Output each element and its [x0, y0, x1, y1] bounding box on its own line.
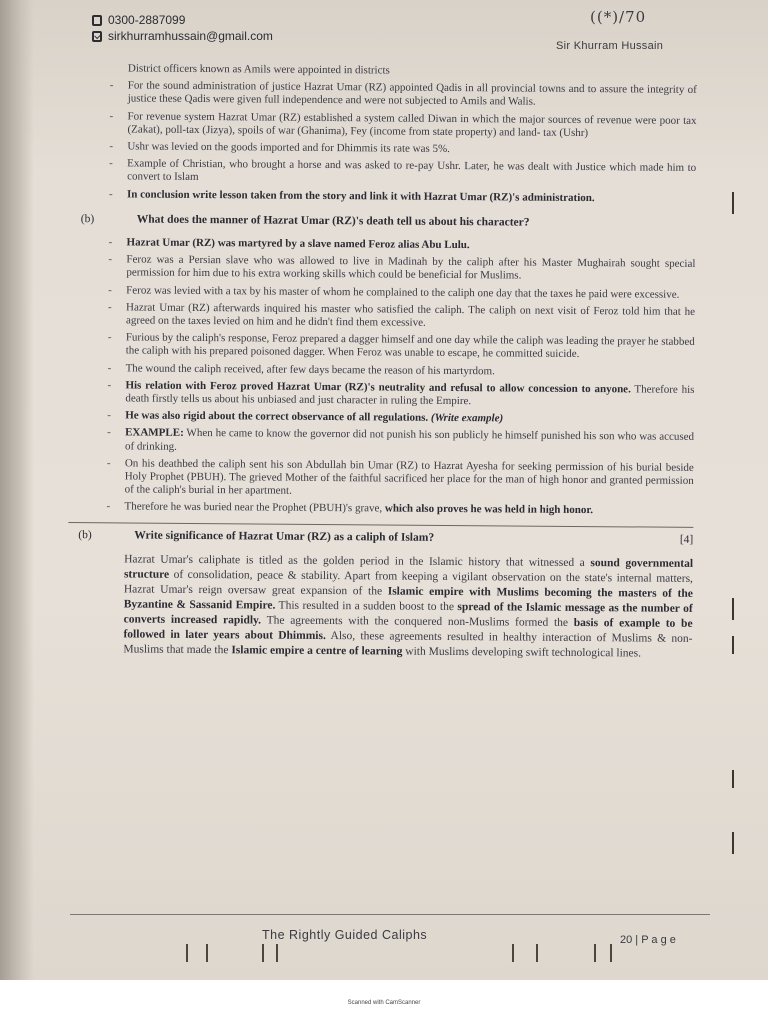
- phone-icon: [92, 15, 102, 26]
- question-heading: [71, 213, 696, 231]
- list-item: - His relation with Feroz proved Hazrat Umar (RZ)'s neutrality and refusal to allow concession to anyone. Therefore his death firstly tells us about his unbiased and just character in ruling the Empire.: [69, 379, 694, 410]
- question-label: (b): [78, 528, 92, 541]
- author-logo: ((*)/70: [590, 8, 647, 26]
- contact-block: [92, 12, 273, 44]
- email-icon: [92, 31, 102, 42]
- question-heading: [68, 529, 693, 547]
- binding-mark: [206, 944, 208, 962]
- page-content: [67, 62, 697, 662]
- section1-list: [71, 62, 697, 206]
- question-label: (b): [80, 212, 95, 226]
- page-number: 20 | P a g e: [620, 934, 676, 946]
- list-item: - He was also rigid about the correct observance of all regulations. (Write example): [69, 409, 694, 427]
- phone-line: [92, 12, 273, 28]
- margin-mark: [732, 192, 734, 214]
- email-address: sirkhurramhussain@gmail.com: [108, 29, 273, 43]
- phone-number: 0300-2887099: [108, 13, 186, 27]
- question-marks: [4]: [679, 533, 694, 546]
- list-item: - Furious by the caliph's response, Feroz prepared a dagger himself and one day while the caliph was leading the prayer he stabbed the caliph with his prepared poisoned dagger. When Feroz was unable to escape, he committed suicide.: [70, 331, 695, 362]
- email-line: [92, 28, 273, 44]
- footer-title: The Rightly Guided Caliphs: [262, 928, 428, 942]
- list-item: - In conclusion write lesson taken from the story and link it with Hazrat Umar (RZ)'s administration.: [71, 188, 696, 206]
- page-footer: [0, 910, 768, 980]
- binding-mark: [276, 944, 278, 962]
- binding-mark: [262, 944, 264, 962]
- list-item: - Hazrat Umar (RZ) afterwards inquired his master who satisfied the caliph. The caliph on next visit of Feroz told him that he agreed on the taxes levied on him and he didn't find them excessive.: [70, 301, 695, 332]
- list-item: - Feroz was a Persian slave who was allowed to live in Madinah by the caliph after his Master Mughairah sought special permission for him due to his extra working skills which could be beneficial for Muslims.: [70, 253, 695, 284]
- binding-mark: [186, 944, 188, 962]
- question-text: Write significance of Hazrat Umar (RZ) as a caliph of Islam?: [134, 529, 435, 544]
- binding-mark: [512, 944, 514, 962]
- margin-mark: [732, 636, 734, 654]
- list-item: - On his deathbed the caliph sent his son Abdullah bin Umar (RZ) to Hazrat Ayesha for seeking permission of his burial beside Holy Prophet (PBUH). The grieved Mother of the faithful sacrificed her place for the man of high honor and granted permission of the caliph's burial in her apartment.: [69, 457, 694, 502]
- list-item: - The wound the caliph received, after few days became the reason of his martyrdom.: [70, 362, 695, 380]
- list-item: - Feroz was levied with a tax by his master of whom he complained to the caliph one day that the taxes he paid were excessive.: [70, 284, 695, 302]
- section-divider: [68, 522, 693, 528]
- footer-rule: [70, 914, 710, 915]
- binding-mark: [610, 944, 612, 962]
- list-item: District officers known as Amils were appointed in districts: [127, 62, 390, 77]
- margin-mark: [732, 832, 734, 854]
- list-item: - Example of Christian, who brought a horse and was asked to re-pay Ushr. Later, he was dealt with Justice which made him to convert to Islam: [71, 157, 696, 188]
- list-item: - EXAMPLE: When he came to know the governor did not punish his son publicly he himself punished his son who was accused of drinking.: [69, 426, 694, 457]
- scanner-watermark: Scanned with CamScanner: [347, 1000, 421, 1006]
- list-item: - For revenue system Hazrat Umar (RZ) established a system called Diwan in which the major sources of revenue were poor tax (Zakat), poll-tax (Jizya), spoils of war (Ghanima), Fey (income from state property) and land- tax (Ushr): [71, 110, 696, 141]
- margin-mark: [732, 598, 734, 620]
- answer-list: [68, 236, 695, 519]
- binding-mark: [594, 944, 596, 962]
- list-item: - For the sound administration of justice Hazrat Umar (RZ) appointed Qadis in all provincial towns and to assure the integrity of justice these Qadis were given full independence and were not subjected to Amils and Walis.: [72, 79, 697, 110]
- question-text: What does the manner of Hazrat Umar (RZ)'s death tell us about his character?: [136, 213, 530, 229]
- list-item: - Hazrat Umar (RZ) was martyred by a slave named Feroz alias Abu Lulu.: [71, 236, 696, 254]
- author-name: Sir Khurram Hussain: [556, 40, 664, 52]
- margin-mark: [732, 770, 734, 788]
- binding-mark: [536, 944, 538, 962]
- answer-paragraph: Hazrat Umar's caliphate is titled as the golden period in the Islamic history that witnessed a sound governmental structure of consolidation, peace & stability. Apart from keeping a vigilant observation on the state's internal matters, Hazrat Umar's reign oversaw great expansion of the Islamic empire with Muslims becoming the masters of the Byzantine & Sassanid Empire. This resulted in a sudden boost to the spread of the Islamic message as the number of converts increased rapidly. The agreements with the conquered non-Muslims formed the basis of example to be followed in later years about Dhimmis. Also, these agreements resulted in healthy interaction of Muslims & non-Muslims that made the Islamic empire a centre of learning with Muslims developing swift technological lines.: [123, 553, 694, 660]
- list-item: - Ushr was levied on the goods imported and for Dhimmis its rate was 5%.: [71, 140, 696, 158]
- list-item: - Therefore he was buried near the Prophet (PBUH)'s grave, which also proves he was held in high honor.: [68, 500, 693, 518]
